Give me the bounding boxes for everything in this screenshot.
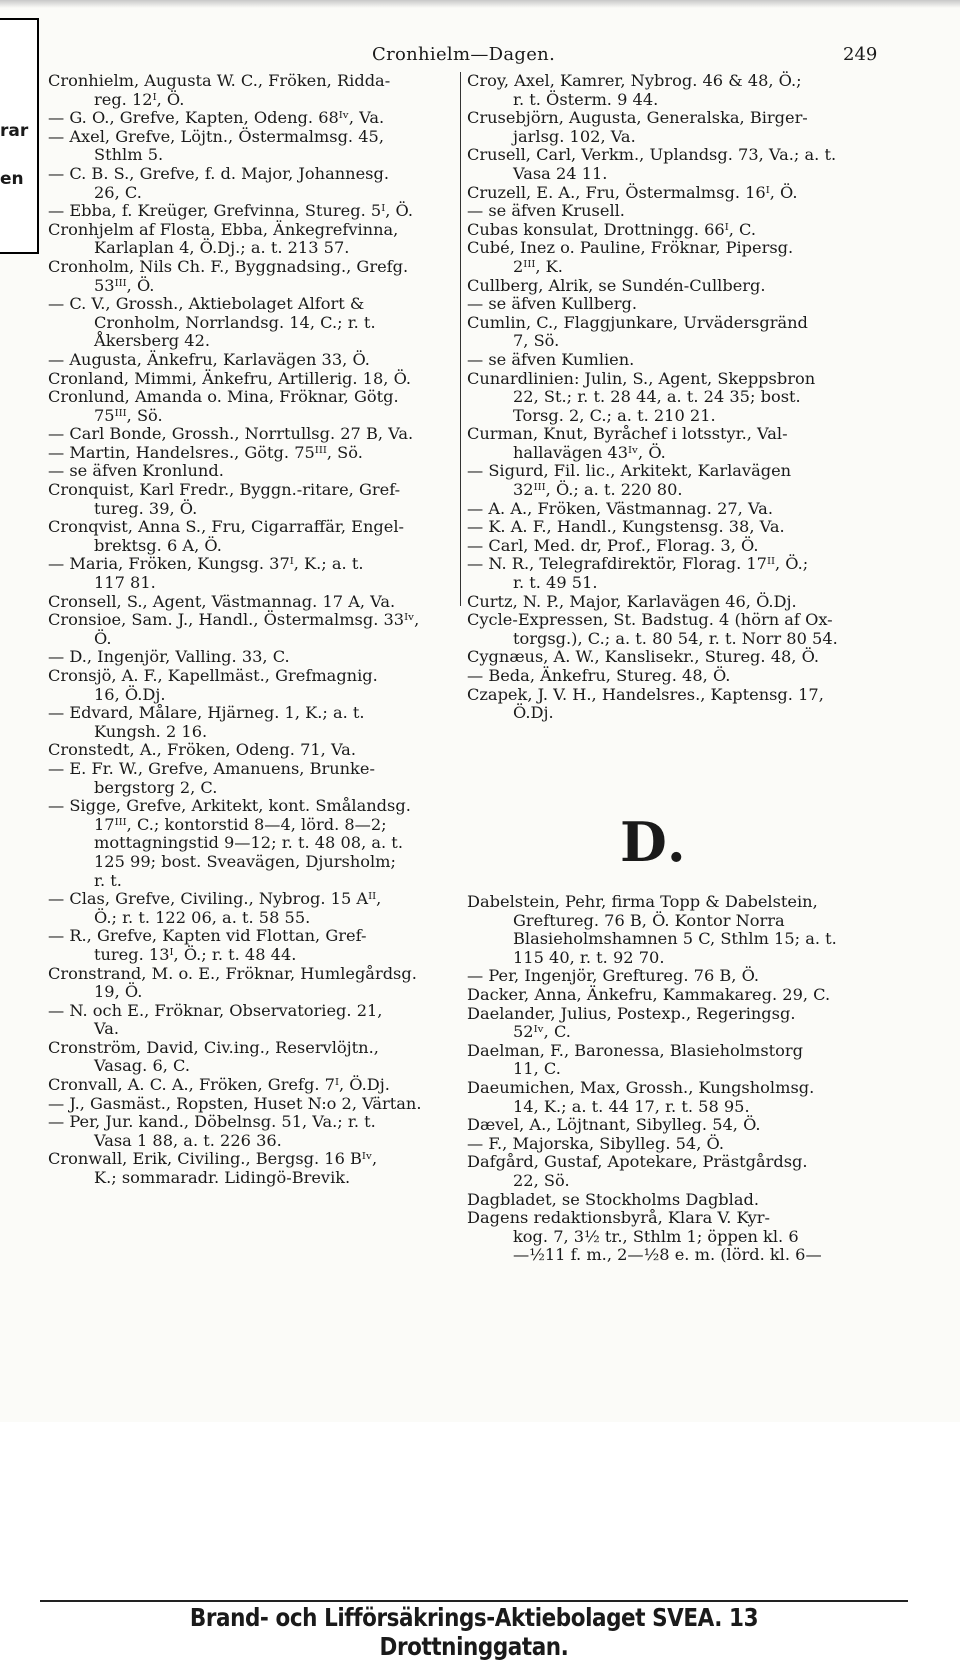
entry-continuation-line: Cronholm, Norrlandsg. 14, C.; r. t. — [94, 312, 376, 332]
directory-entry-line: — F., Majorska, Sibylleg. 54, Ö. — [467, 1133, 724, 1153]
scan-edge — [0, 0, 960, 8]
entry-continuation-line: kog. 7, 3½ tr., Sthlm 1; öppen kl. 6 — [513, 1226, 799, 1246]
directory-entry-line: — E. Fr. W., Grefve, Amanuens, Brunke- — [48, 758, 375, 778]
directory-entry-line: Daelander, Julius, Postexp., Regeringsg. — [467, 1003, 796, 1023]
right-column-top — [467, 72, 895, 723]
directory-entry-line: Dævel, A., Löjtnant, Sibylleg. 54, Ö. — [467, 1115, 761, 1135]
entry-continuation-line: Greftureg. 76 B, Ö. Kontor Norra — [513, 910, 785, 930]
entry-continuation-line: tureg. 13ᴵ, Ö.; r. t. 48 44. — [94, 944, 297, 964]
entry-continuation-line: tureg. 39, Ö. — [94, 498, 198, 518]
entry-continuation-line: 22, Sö. — [513, 1170, 570, 1190]
directory-entry-line: — Per, Ingenjör, Greftureg. 76 B, Ö. — [467, 966, 760, 986]
entry-continuation-line: mottagningstid 9—12; r. t. 48 08, a. t. — [94, 833, 403, 853]
directory-entry-line: Dabelstein, Pehr, firma Topp & Dabelstein, — [467, 892, 818, 911]
directory-entry-line: Dagens redaktionsbyrå, Klara V. Kyr- — [467, 1208, 770, 1228]
directory-entry-line: Daeumichen, Max, Grossh., Kungsholmsg. — [467, 1077, 815, 1097]
entry-continuation-line: r. t. — [94, 870, 122, 890]
entry-continuation-line: 17ᴵᴵᴵ, C.; kontorstid 8—4, lörd. 8—2; — [94, 814, 387, 834]
directory-entry-line: Cronhjelm af Flosta, Ebba, Änkegrefvinna, — [48, 219, 399, 239]
entry-continuation-line: K.; sommaradr. Lidingö-Brevik. — [94, 1168, 351, 1188]
entry-continuation-line: torgsg.), C.; a. t. 80 54, r. t. Norr 80 54. — [513, 628, 838, 648]
column-divider — [460, 72, 461, 606]
entry-continuation-line: Va. — [94, 1019, 119, 1039]
entry-continuation-line: 7, Sö. — [513, 331, 560, 351]
directory-entry-line: Curtz, N. P., Major, Karlavägen 46, Ö.Dj. — [467, 591, 797, 611]
directory-entry-line: — Carl Bonde, Grossh., Norrtullsg. 27 B, Va. — [48, 424, 414, 444]
directory-entry-line: Cronholm, Nils Ch. F., Byggnadsing., Grefg. — [48, 256, 409, 276]
directory-entry-line: — N. och E., Fröknar, Observatorieg. 21, — [48, 1000, 383, 1020]
overlay-fragment: rar — [0, 121, 29, 141]
directory-entry-line: Cronstedt, A., Fröken, Odeng. 71, Va. — [48, 740, 356, 760]
entry-continuation-line: —½11 f. m., 2—½8 e. m. (lörd. kl. 6— — [513, 1245, 822, 1265]
directory-entry-line: Cronsjö, A. F., Kapellmäst., Grefmagnig. — [48, 666, 378, 685]
directory-entry-line: — N. R., Telegrafdirektör, Florag. 17ᴵᴵ, Ö.; — [467, 554, 809, 574]
directory-entry-line: Curman, Knut, Byråchef i lotsstyr., Val- — [467, 424, 788, 444]
entry-continuation-line: 22, St.; r. t. 28 44, a. t. 24 35; bost. — [513, 387, 801, 407]
directory-entry-line: Cronström, David, Civ.ing., Reservlöjtn., — [48, 1037, 379, 1057]
entry-continuation-line: 125 99; bost. Sveavägen, Djursholm; — [94, 851, 396, 871]
entry-continuation-line: Ö.; r. t. 122 06, a. t. 58 55. — [94, 907, 311, 927]
entry-continuation-line: Ö.Dj. — [513, 703, 554, 723]
directory-entry-line: Cronwall, Erik, Civiling., Bergsg. 16 Bᴵᵛ, — [48, 1149, 378, 1169]
directory-entry-line: Croy, Axel, Kamrer, Nybrog. 46 & 48, Ö.; — [467, 71, 802, 90]
directory-entry-line: — C. V., Grossh., Aktiebolaget Alfort & — [48, 294, 365, 314]
entry-continuation-line: r. t. Österm. 9 44. — [513, 89, 659, 109]
entry-continuation-line: Vasag. 6, C. — [94, 1056, 191, 1076]
directory-entry-line: Cycle-Expressen, St. Badstug. 4 (hörn af Ox- — [467, 610, 833, 630]
directory-entry-line: — Carl, Med. dr, Prof., Florag. 3, Ö. — [467, 535, 759, 555]
entry-continuation-line: Kungsh. 2 16. — [94, 721, 208, 741]
directory-entry-line: Cygnæus, A. W., Kanslisekr., Stureg. 48, Ö. — [467, 647, 820, 667]
directory-entry-line: — A. A., Fröken, Västmannag. 27, Va. — [467, 498, 773, 518]
directory-entry-line: — Per, Jur. kand., Döbelnsg. 51, Va.; r. t. — [48, 1112, 376, 1132]
directory-entry-line: Czapek, J. V. H., Handelsres., Kaptensg. 17, — [467, 684, 824, 704]
directory-entry-line: Dagbladet, se Stockholms Dagblad. — [467, 1189, 760, 1209]
directory-entry-line: Cruzell, E. A., Fru, Östermalmsg. 16ᴵ, Ö. — [467, 182, 798, 202]
footer-advert: Brand- och Lifförsäkrings-Aktiebolaget SVEA. 13 Drottninggatan. — [189, 1603, 759, 1661]
directory-entry-line: — Ebba, f. Kreüger, Grefvinna, Stureg. 5ᴵ, Ö. — [48, 201, 413, 221]
directory-entry-line: — Martin, Handelsres., Götg. 75ᴵᴵᴵ, Sö. — [48, 442, 363, 462]
directory-entry-line: — Beda, Änkefru, Stureg. 48, Ö. — [467, 666, 731, 685]
section-letter: D. — [620, 810, 688, 874]
right-column-bottom — [467, 893, 895, 1265]
page-number: 249 — [843, 44, 878, 65]
entry-continuation-line: Vasa 1 88, a. t. 226 36. — [94, 1130, 282, 1150]
entry-continuation-line: Ö. — [94, 628, 112, 648]
entry-continuation-line: 53ᴵᴵᴵ, Ö. — [94, 275, 155, 295]
directory-entry-line: Cronsioe, Sam. J., Handl., Östermalmsg. 33ᴵᵛ, — [48, 610, 420, 630]
overlay-panel[interactable] — [0, 18, 39, 254]
directory-entry-line: Cumlin, C., Flaggjunkare, Urvädersgränd — [467, 312, 808, 332]
directory-entry-line: — J., Gasmäst., Ropsten, Huset N:o 2, Värtan. — [48, 1093, 422, 1113]
directory-entry-line: — Augusta, Änkefru, Karlavägen 33, Ö. — [48, 349, 370, 369]
entry-continuation-line: 14, K.; a. t. 44 17, r. t. 58 95. — [513, 1096, 750, 1116]
directory-entry-line: Cronstrand, M. o. E., Fröknar, Humlegårdsg. — [48, 963, 417, 983]
entry-continuation-line: 2ᴵᴵᴵ, K. — [513, 256, 563, 276]
directory-entry-line: Cubas konsulat, Drottningg. 66ᴵ, C. — [467, 219, 756, 239]
directory-entry-line: — se äfven Kumlien. — [467, 349, 635, 369]
directory-entry-line: — se äfven Kronlund. — [48, 461, 224, 481]
directory-entry-line: — Sigurd, Fil. lic., Arkitekt, Karlavägen — [467, 461, 792, 481]
directory-entry-line: Daelman, F., Baronessa, Blasieholmstorg — [467, 1040, 803, 1060]
directory-entry-line: Cronqvist, Anna S., Fru, Cigarraffär, Engel- — [48, 517, 404, 537]
entry-continuation-line: Torsg. 2, C.; a. t. 210 21. — [513, 405, 716, 425]
directory-entry-line: — Edvard, Målare, Hjärneg. 1, K.; a. t. — [48, 703, 365, 723]
directory-entry-line: — Axel, Grefve, Löjtn., Östermalmsg. 45, — [48, 126, 384, 146]
directory-entry-line: — se äfven Kullberg. — [467, 294, 638, 314]
entry-continuation-line: 16, Ö.Dj. — [94, 684, 166, 704]
directory-entry-line: Cronland, Mimmi, Änkefru, Artillerig. 18, Ö. — [48, 368, 412, 388]
directory-entry-line: Crusell, Carl, Verkm., Uplandsg. 73, Va.; a. t. — [467, 145, 837, 165]
directory-entry-line: — D., Ingenjör, Valling. 33, C. — [48, 647, 290, 667]
directory-entry-line: Dacker, Anna, Änkefru, Kammakareg. 29, C. — [467, 984, 831, 1004]
overlay-fragment: en — [0, 169, 24, 189]
directory-entry-line: Dafgård, Gustaf, Apotekare, Prästgårdsg. — [467, 1152, 808, 1172]
directory-entry-line: — C. B. S., Grefve, f. d. Major, Johannesg. — [48, 163, 389, 183]
entry-continuation-line: hallavägen 43ᴵᵛ, Ö. — [513, 442, 666, 462]
entry-continuation-line: 11, C. — [513, 1059, 561, 1079]
entry-continuation-line: Sthlm 5. — [94, 145, 164, 165]
directory-entry-line: — G. O., Grefve, Kapten, Odeng. 68ᴵᵛ, Va. — [48, 108, 385, 128]
directory-entry-line: Cronquist, Karl Fredr., Byggn.-ritare, Gref- — [48, 480, 401, 500]
entry-continuation-line: brektsg. 6 A, Ö. — [94, 535, 222, 555]
entry-continuation-line: bergstorg 2, C. — [94, 777, 218, 797]
entry-continuation-line: reg. 12ᴵ, Ö. — [94, 89, 185, 109]
directory-entry-line: — Clas, Grefve, Civiling., Nybrog. 15 Aᴵᴵ, — [48, 889, 382, 909]
entry-continuation-line: 32ᴵᴵᴵ, Ö.; a. t. 220 80. — [513, 480, 683, 500]
directory-entry-line: Cronhielm, Augusta W. C., Fröken, Ridda- — [48, 71, 391, 90]
directory-entry-line: — Sigge, Grefve, Arkitekt, kont. Smålandsg. — [48, 796, 411, 816]
directory-entry-line: Cronvall, A. C. A., Fröken, Grefg. 7ᴵ, Ö.Dj. — [48, 1075, 390, 1095]
directory-entry-line: Cronsell, S., Agent, Västmannag. 17 A, Va. — [48, 591, 396, 611]
directory-entry-line: Cullberg, Alrik, se Sundén-Cullberg. — [467, 275, 766, 295]
entry-continuation-line: 52ᴵᵛ, C. — [513, 1022, 571, 1042]
entry-continuation-line: r. t. 49 51. — [513, 573, 598, 593]
entry-continuation-line: 19, Ö. — [94, 982, 143, 1002]
directory-entry-line: Crusebjörn, Augusta, Generalska, Birger- — [467, 108, 808, 128]
entry-continuation-line: Åkersberg 42. — [94, 331, 211, 351]
entry-continuation-line: Vasa 24 11. — [513, 163, 608, 183]
directory-entry-line: Cunardlinien: Julin, S., Agent, Skeppsbron — [467, 368, 816, 388]
entry-continuation-line: Blasieholmshamnen 5 C, Sthlm 15; a. t. — [513, 929, 837, 949]
directory-entry-line: — K. A. F., Handl., Kungstensg. 38, Va. — [467, 517, 785, 537]
directory-entry-line: Cubé, Inez o. Pauline, Fröknar, Pipersg. — [467, 238, 794, 258]
entry-continuation-line: 75ᴵᴵᴵ, Sö. — [94, 405, 163, 425]
directory-entry-line: — Maria, Fröken, Kungsg. 37ᴵ, K.; a. t. — [48, 554, 364, 574]
footer-rule — [40, 1600, 908, 1602]
entry-continuation-line: 26, C. — [94, 182, 142, 202]
entry-continuation-line: Karlaplan 4, Ö.Dj.; a. t. 213 57. — [94, 238, 350, 258]
entry-continuation-line: 115 40, r. t. 92 70. — [513, 947, 665, 967]
directory-entry-line: — R., Grefve, Kapten vid Flottan, Gref- — [48, 926, 367, 946]
directory-entry-line: — se äfven Krusell. — [467, 201, 625, 221]
directory-entry-line: Cronlund, Amanda o. Mina, Fröknar, Götg. — [48, 387, 399, 407]
entry-continuation-line: 117 81. — [94, 573, 156, 593]
entry-continuation-line: jarlsg. 102, Va. — [513, 126, 636, 146]
running-head: Cronhielm—Dagen. — [372, 44, 556, 65]
left-column — [48, 72, 458, 1188]
